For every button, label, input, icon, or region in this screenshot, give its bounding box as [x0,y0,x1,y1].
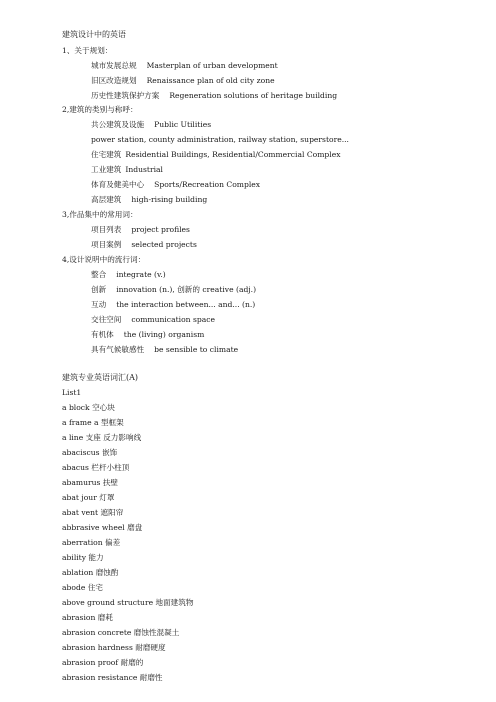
vocab-entry: a block 空心块 [62,403,115,412]
term-row [91,134,349,145]
section-3-heading: 3,作品集中的常用词： [62,210,138,219]
term-en: the interaction between... and... (n.) [116,300,256,309]
term-row [91,149,341,160]
term-en: Renaissance plan of old city zone [146,76,275,85]
term-row [91,344,238,355]
term-row [91,239,197,250]
term-row [91,269,166,280]
vocab-entry: abamurus 扶壁 [62,478,119,487]
vocab-entry: a frame a 型框架 [62,418,124,427]
vocab-entry: ability 能力 [62,553,104,562]
term-zh: 创新 [91,285,107,294]
term-zh: 旧区改造规划 [91,76,137,85]
vocab-entry: aberration 偏差 [62,538,121,547]
term-row [91,75,275,86]
vocab-entry: abbrasive wheel 磨盘 [62,523,143,532]
term-row [91,164,163,175]
section-2-heading: 2,建筑的类别与称呼： [62,105,138,114]
term-row [91,179,260,190]
term-zh: 工业建筑 [91,165,122,174]
vocab-entry: abrasion proof 耐磨的 [62,658,144,667]
term-row [91,329,204,340]
term-en: be sensible to climate [154,345,239,354]
term-zh: 共公建筑及设施 [91,120,145,129]
term-zh: 项目案例 [91,240,122,249]
vocab-entry: above ground structure 地面建筑物 [62,598,194,607]
term-row [91,60,278,71]
term-en: integrate (v.) [116,270,166,279]
term-en: Public Utilities [154,120,212,129]
term-en: Residential Buildings, Residential/Commercial Complex [125,150,341,159]
term-en: Regeneration solutions of heritage building [169,91,338,100]
vocab-entry: abrasion 磨耗 [62,613,113,622]
section-4-heading: 4,设计说明中的流行词： [62,255,146,264]
term-zh: 高层建筑 [91,195,122,204]
vocab-heading: 建筑专业英语词汇(A) [62,373,139,382]
term-zh: 具有气候敏感性 [91,345,145,354]
term-row [91,90,337,101]
vocab-entry: abrasion resistance 耐磨性 [62,673,163,682]
term-zh: 整合 [91,270,107,279]
term-zh: 历史性建筑保护方案 [91,91,160,100]
term-zh: 有机体 [91,330,114,339]
term-row [91,299,255,310]
vocab-entry: abat jour 灯罩 [62,493,115,502]
vocab-list-label: List1 [62,388,82,397]
term-row [91,314,215,325]
term-en: Industrial [125,165,163,174]
term-row [91,119,211,130]
term-en: the (living) organism [123,330,205,339]
term-en: selected projects [131,240,197,249]
term-en: project profiles [131,225,190,234]
vocab-entry: abode 住宅 [62,583,103,592]
term-zh: 城市发展总规 [91,61,137,70]
term-zh: 项目列表 [91,225,122,234]
document-title: 建筑设计中的英语 [62,30,126,39]
vocab-entry: abat vent 遮阳帘 [62,508,124,517]
vocab-entry: abrasion hardness 耐磨硬度 [62,643,166,652]
term-zh: 互动 [91,300,107,309]
vocab-entry: ablation 磨蚀酌 [62,568,119,577]
vocab-entry: a line 支座 反力影响线 [62,433,142,442]
term-en: Masterplan of urban development [146,61,278,70]
term-zh: 交往空间 [91,315,122,324]
term-row [91,284,256,295]
term-en: power station, county administration, railway station, superstore... [91,135,349,144]
vocab-entry: abaciscus 嵌饰 [62,448,118,457]
term-row [91,224,190,235]
term-en: communication space [131,315,215,324]
term-en: high-rising building [131,195,208,204]
vocab-entry: abacus 栏杆小柱顶 [62,463,130,472]
term-en: Sports/Recreation Complex [154,180,261,189]
term-row [91,194,207,205]
vocab-entry: abrasion concrete 磨蚀性混凝土 [62,628,180,637]
term-zh: 体育及健美中心 [91,180,145,189]
section-1-heading: 1、关于规划： [62,46,113,55]
term-zh: 住宅建筑 [91,150,122,159]
term-en: innovation (n.), 创新的 creative (adj.) [116,285,257,294]
